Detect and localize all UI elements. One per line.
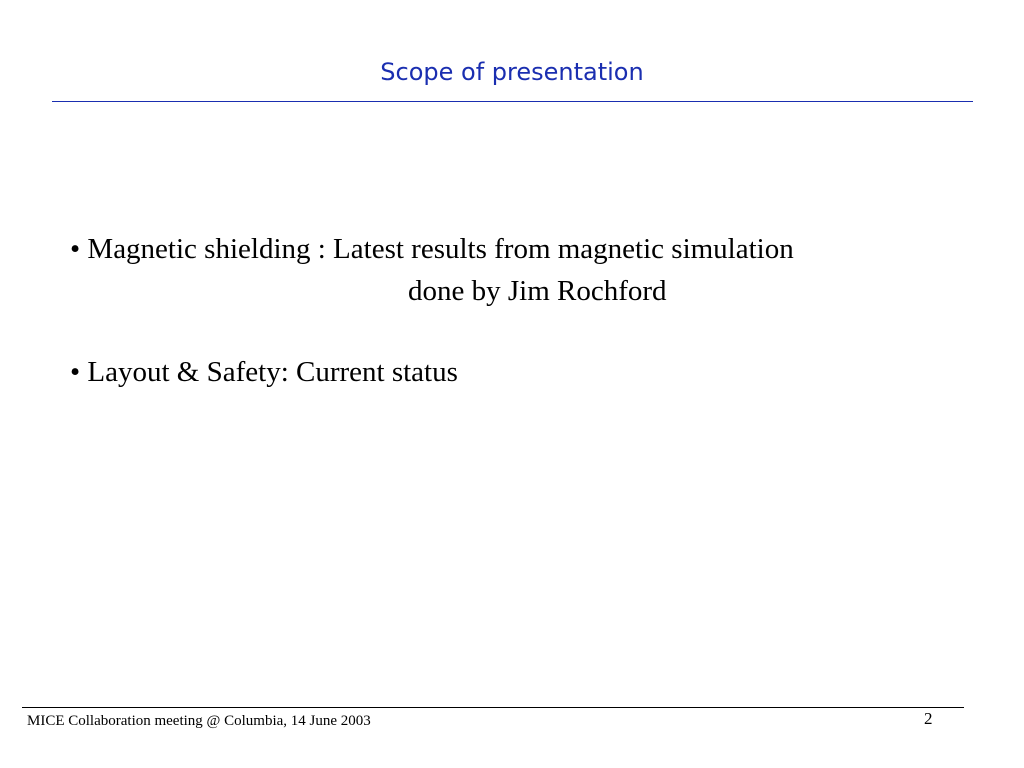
page-number: 2: [924, 709, 933, 728]
bullet-magnetic-shielding-continuation: done by Jim Rochford: [408, 275, 667, 307]
bullet-layout-safety: • Layout & Safety: Current status: [70, 356, 458, 388]
title-divider: [52, 101, 973, 102]
footer-text: MICE Collaboration meeting @ Columbia, 14 June 2003: [27, 713, 371, 729]
footer-divider: [22, 707, 964, 708]
slide-title: Scope of presentation: [380, 58, 644, 86]
bullet-magnetic-shielding: • Magnetic shielding : Latest results from magnetic simulation: [70, 233, 794, 265]
